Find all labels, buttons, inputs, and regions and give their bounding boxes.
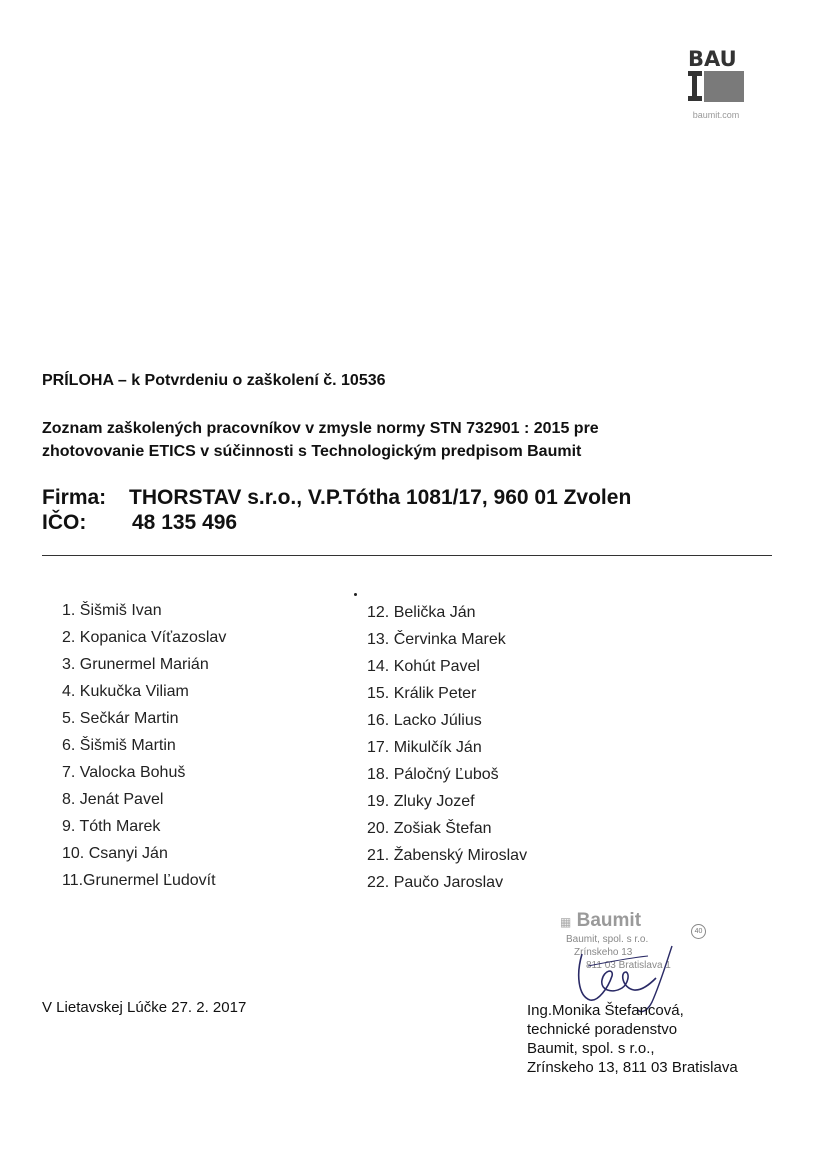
signatory-company: Baumit, spol. s r.o.,: [527, 1040, 655, 1057]
firm-label: Firma:: [42, 486, 107, 509]
list-item: 4. Kukučka Viliam: [62, 683, 189, 700]
signatory-address: Zrínskeho 13, 811 03 Bratislava: [527, 1059, 738, 1076]
list-item: 12. Belička Ján: [367, 604, 476, 621]
stamp-brand: ▦ Baumit: [560, 910, 642, 931]
workers-list-left: [62, 597, 226, 894]
list-item: 13. Červinka Marek: [367, 631, 506, 648]
annex-title: PRÍLOHA – k Potvrdeniu o zaškolení č. 10536: [42, 372, 386, 389]
ico-value: 48 135 496: [132, 511, 238, 534]
list-item: 8. Jenát Pavel: [62, 791, 164, 808]
list-item: 2. Kopanica Víťazoslav: [62, 629, 227, 646]
list-item: 10. Csanyi Ján: [62, 845, 168, 862]
list-item: 22. Paučo Jaroslav: [367, 874, 504, 891]
list-item: 17. Mikulčík Ján: [367, 739, 482, 756]
list-item: 3. Grunermel Marián: [62, 656, 209, 673]
divider: [42, 555, 772, 556]
stray-dot: [354, 593, 357, 596]
stamp-logo-icon: ▦: [560, 915, 572, 929]
signatory-block: [527, 1001, 738, 1077]
list-description-line-2: zhotovovanie ETICS v súčinnosti s Technologickým predpisom Baumit: [42, 443, 582, 460]
stamp-street: Zrínskeho 13: [574, 947, 633, 958]
list-item: 6. Šišmiš Martin: [62, 737, 176, 754]
list-item: 14. Kohút Pavel: [367, 658, 480, 675]
list-item: 21. Žabenský Miroslav: [367, 847, 528, 864]
signatory-role: technické poradenstvo: [527, 1021, 678, 1038]
list-item: 16. Lacko Július: [367, 712, 482, 729]
svg-text:BAU: BAU: [688, 47, 737, 71]
list-item: 7. Valocka Bohuš: [62, 764, 186, 781]
stamp-city: 811 03 Bratislava 1: [586, 960, 671, 971]
signatory-name: Ing.Monika Štefancová,: [527, 1002, 684, 1019]
list-item: 1. Šišmiš Ivan: [62, 602, 162, 619]
logo-url: baumit.com: [692, 110, 740, 120]
list-item: 20. Zošiak Štefan: [367, 820, 492, 837]
firm-value: THORSTAV s.r.o., V.P.Tótha 1081/17, 960 01 Zvolen: [129, 486, 632, 509]
list-item: 15. Králik Peter: [367, 685, 477, 702]
list-item: 5. Sečkár Martin: [62, 710, 179, 727]
list-item: 11.Grunermel Ľudovít: [62, 872, 216, 889]
stamp-number: 40: [691, 924, 706, 939]
list-item: 19. Zluky Jozef: [367, 793, 475, 810]
ico-label: IČO:: [42, 511, 87, 534]
stamp-company: Baumit, spol. s r.o.: [566, 934, 649, 945]
list-item: 18. Páločný Ľuboš: [367, 766, 499, 783]
baumit-logo: [686, 44, 746, 104]
place-date: V Lietavskej Lúčke 27. 2. 2017: [42, 999, 247, 1016]
list-description-line-1: Zoznam zaškolených pracovníkov v zmysle normy STN 732901 : 2015 pre: [42, 420, 599, 437]
workers-list-right: [367, 599, 527, 896]
list-item: 9. Tóth Marek: [62, 818, 161, 835]
